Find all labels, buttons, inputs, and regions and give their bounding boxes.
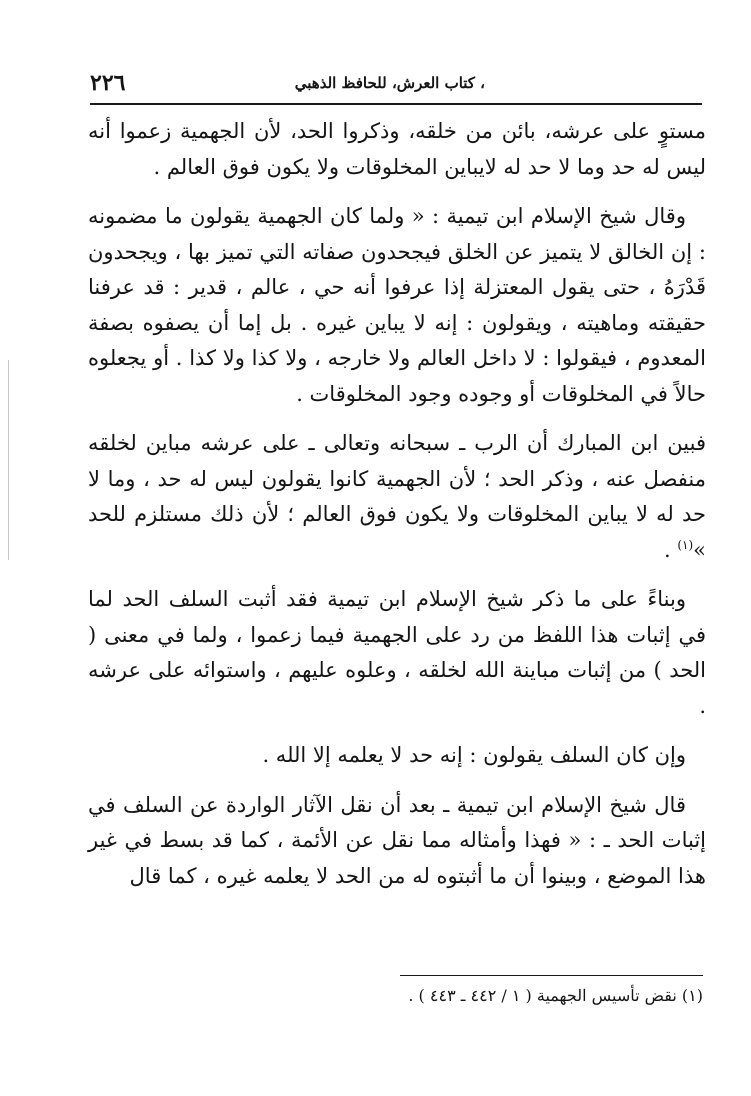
header-title: ، كتاب العرش، للحافظ الذهبي: [294, 74, 485, 92]
paragraph-2: وقال شيخ الإسلام ابن تيمية : « ولما كان الجهمية يقولون ما مضمونه : إن الخالق لا يتميز عن الخلق فيجحدون صفاته التي تميز بها ، ويجحدون قَدْرَهُ ، حتى يقول المعتزلة إذا عرفوا أنه حي ، عالم ، قدير : قد عرفنا حقيقته وماهيته ، ويقولون : إنه لا يباين غيره . بل إما أن يصفوه بصفة المعدوم ، فيقولوا : لا داخل العالم ولا خارجه ، ولا كذا ولا كذا . أو يجعلوه حالاً في المخلوقات أو وجوده وجود المخلوقات .: [88, 204, 706, 406]
footnote-divider: [400, 975, 703, 976]
running-header: [90, 68, 700, 104]
paragraph-3: [88, 426, 706, 568]
paragraph-6: قال شيخ الإسلام ابن تيمية ـ بعد أن نقل الآثار الواردة عن السلف في إثبات الحد ـ : « فهذا وأمثاله مما نقل عن الأئمة ، كما قد بسط في غير هذا الموضع ، وبينوا أن ما أثبتوه له من الحد لا يعلمه غيره ، كما قال: [88, 792, 706, 888]
footnote-reference: (١): [677, 537, 694, 552]
paragraph-1: مستوٍ على عرشه، بائن من خلقه، وذكروا الحد، لأن الجهمية زعموا أنه ليس له حد وما لا حد له لايباين المخلوقات ولا يكون فوق العالم .: [88, 119, 706, 179]
header-divider: [90, 103, 702, 105]
paragraph-3-end: .: [663, 537, 678, 562]
footnote: (١) نقض تأسيس الجهمية ( ١ / ٤٤٢ ـ ٤٤٣ ) .: [408, 986, 703, 1005]
page-number: ٢٢٦: [90, 70, 126, 96]
paragraph-5: وإن كان السلف يقولون : إنه حد لا يعلمه إلا الله .: [262, 743, 686, 767]
scan-edge-line: [8, 360, 9, 560]
paragraph-4: وبناءً على ما ذكر شيخ الإسلام ابن تيمية فقد أثبت السلف الحد لما في إثبات هذا اللفظ من رد على الجهمية فيما زعموا ، ولما في معنى ( الحد ) من إثبات مباينة الله لخلقه ، وعلوه عليهم ، واستوائه على عرشه .: [88, 587, 706, 718]
paragraph-3-text: فبين ابن المبارك أن الرب ـ سبحانه وتعالى ـ على عرشه مباين لخلقه منفصل عنه ، وذكر الحد ؛ لأن الجهمية كانوا يقولون ليس له حد ، وما لا حد له لا يباين المخلوقات ولا يكون فوق العالم ؛ لأن ذلك مستلزم للحد »: [88, 431, 706, 562]
body-text: [88, 114, 706, 908]
